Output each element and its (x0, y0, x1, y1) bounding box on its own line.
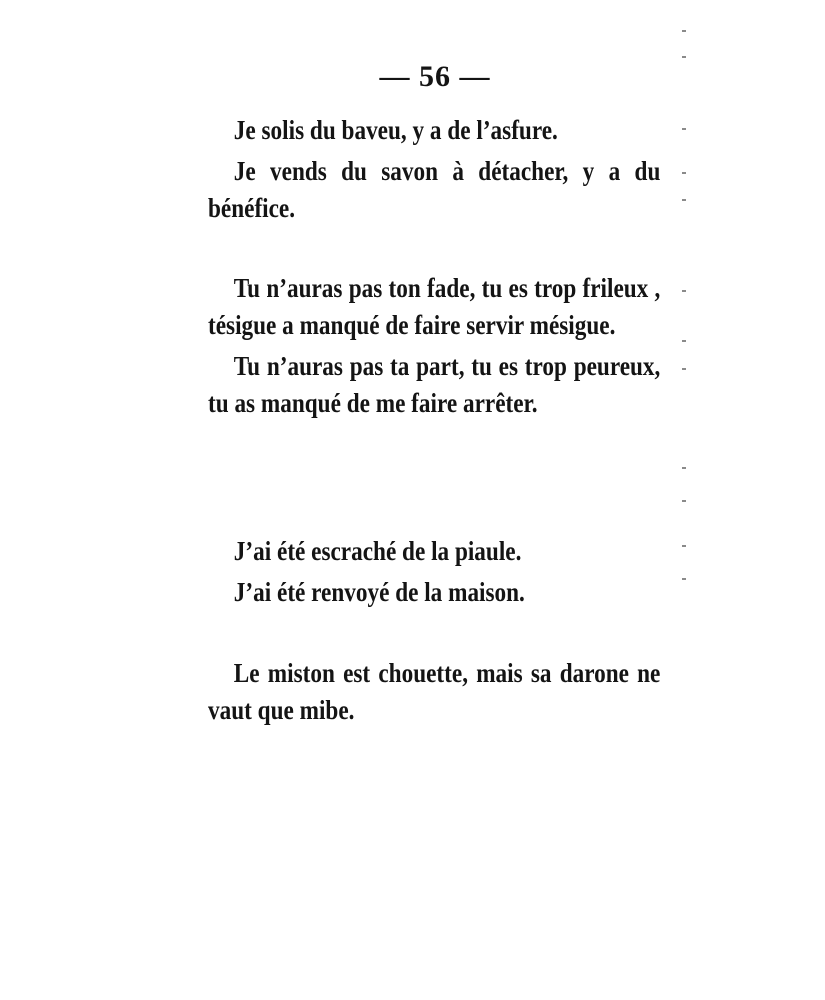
scan-edge-mark (682, 30, 686, 32)
scan-edge-mark (682, 128, 686, 130)
text-block-4 (208, 655, 660, 729)
scan-edge-mark (682, 340, 686, 342)
scan-edge-mark (682, 290, 686, 292)
scan-edge-mark (682, 368, 686, 370)
scan-edge-mark (682, 56, 686, 58)
scan-edge-mark (682, 500, 686, 502)
paragraph: J’ai été renvoyé de la maison. (233, 577, 525, 607)
paragraph: Tu n’auras pas ton fade, tu es trop frileux , tésigue a manqué de faire servir mésigue. (208, 273, 661, 340)
paragraph: Tu n’auras pas ta part, tu es trop peureux, tu as manqué de me faire arrêter. (208, 351, 661, 418)
text-block-2 (208, 270, 660, 422)
paragraph: Je solis du baveu, y a de l’asfure. (233, 115, 558, 145)
scan-edge-mark (682, 545, 686, 547)
page-number: — 56 — (379, 60, 491, 93)
scan-edge-mark (682, 199, 686, 201)
scan-edge-mark (682, 172, 686, 174)
scan-edge-mark (682, 467, 686, 469)
paragraph: Je vends du savon à détacher, y a du bénéfice. (208, 156, 661, 223)
text-block-3 (208, 533, 660, 611)
scan-edge-mark (682, 578, 686, 580)
text-block-1 (208, 112, 660, 227)
paragraph: J’ai été escraché de la piaule. (233, 536, 522, 566)
paragraph: Le miston est chouette, mais sa darone ne vaut que mibe. (208, 658, 661, 725)
